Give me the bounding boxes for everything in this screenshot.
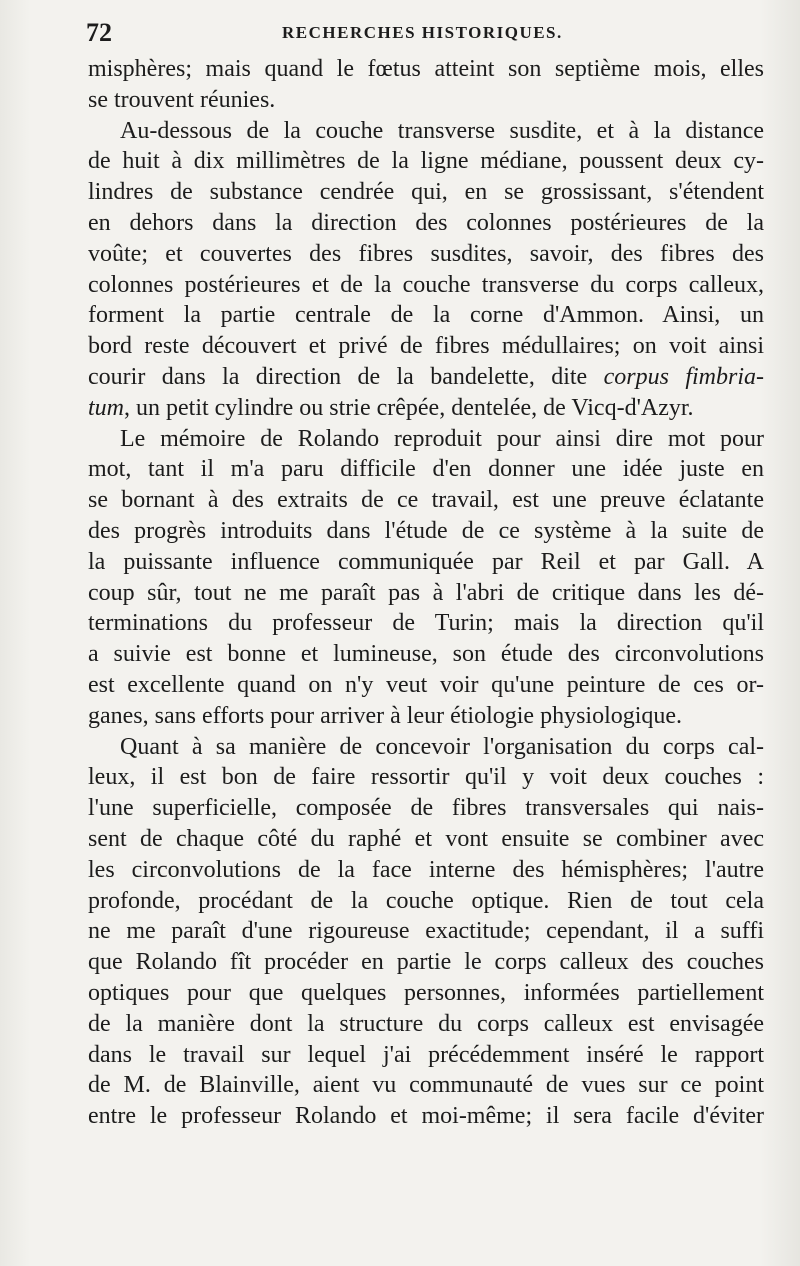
- line-text: colonnes postérieures et de la couche transverse du corps calleux,: [88, 271, 764, 298]
- text-line: [88, 1070, 764, 1101]
- line-text: dans le travail sur lequel j'ai précédemment inséré le rapport: [88, 1041, 764, 1068]
- text-line: [88, 732, 764, 763]
- line-text: des progrès introduits dans l'étude de ce système à la suite de: [88, 517, 764, 544]
- page-number: 72: [86, 18, 112, 47]
- line-text: les circonvolutions de la face interne des hémisphères; l'autre: [88, 856, 764, 883]
- text-line: [88, 947, 764, 978]
- line-text: de huit à dix millimètres de la ligne médiane, poussent deux cy-: [88, 148, 764, 175]
- line-text: l'une superficielle, composée de fibres transversales qui nais-: [88, 795, 764, 822]
- text-line: [88, 1101, 764, 1132]
- line-text: la puissante influence communiquée par Reil et par Gall. A: [88, 548, 764, 575]
- line-text: de M. de Blainville, aient vu communauté de vues sur ce point: [88, 1072, 764, 1099]
- line-text: leux, il est bon de faire ressortir qu'il y voit deux couches :: [88, 764, 764, 791]
- text-line: [88, 54, 764, 85]
- text-line: [88, 855, 764, 886]
- line-text: sent de chaque côté du raphé et vont ensuite se combiner avec: [88, 825, 764, 852]
- line-text: misphères; mais quand le fœtus atteint son septième mois, elles: [88, 56, 764, 82]
- line-text: optiques pour que quelques personnes, informées partiellement: [88, 979, 764, 1006]
- line-text: courir dans la direction de la bandelette, dite: [88, 363, 604, 390]
- line-text: se bornant à des extraits de ce travail, est une preuve éclatante: [88, 487, 764, 514]
- italic-term: tum: [88, 394, 124, 421]
- text-line: [88, 762, 764, 793]
- text-line: [88, 516, 764, 547]
- text-line: [88, 85, 764, 116]
- text-line: [88, 424, 764, 455]
- line-text: coup sûr, tout ne me paraît pas à l'abri de critique dans les dé-: [88, 579, 764, 606]
- line-text: profonde, procédant de la couche optique. Rien de tout cela: [88, 887, 764, 914]
- text-line: [88, 639, 764, 670]
- text-line: [88, 916, 764, 947]
- text-line: [88, 547, 764, 578]
- text-line: [88, 1040, 764, 1071]
- text-line: [88, 116, 764, 147]
- text-line: [88, 208, 764, 239]
- line-text: terminations du professeur de Turin; mais la direction qu'il: [88, 610, 764, 637]
- text-line: [88, 362, 764, 393]
- line-text: Au-dessous de la couche transverse susdite, et à la distance: [120, 117, 764, 144]
- line-text: Quant à sa manière de concevoir l'organisation du corps cal-: [120, 733, 764, 760]
- line-text: en dehors dans la direction des colonnes postérieures de la: [88, 209, 764, 236]
- italic-term: corpus fimbria-: [603, 363, 764, 390]
- line-text: lindres de substance cendrée qui, en se grossissant, s'étendent: [88, 179, 764, 206]
- line-text: est excellente quand on n'y veut voir qu'une peinture de ces or-: [88, 671, 764, 698]
- line-text: voûte; et couvertes des fibres susdites, savoir, des fibres des: [88, 240, 764, 267]
- line-text: mot, tant il m'a paru difficile d'en donner une idée juste en: [88, 456, 764, 483]
- text-line: [88, 177, 764, 208]
- line-text: a suivie est bonne et lumineuse, son étude des circonvolutions: [88, 641, 764, 668]
- text-line: [88, 608, 764, 639]
- line-text: ne me paraît d'une rigoureuse exactitude; cependant, il a suffi: [88, 918, 764, 945]
- line-text: bord reste découvert et privé de fibres médullaires; on voit ainsi: [88, 333, 764, 360]
- text-line: [88, 978, 764, 1009]
- text-line: [88, 578, 764, 609]
- text-line: [88, 886, 764, 917]
- text-line: [88, 300, 764, 331]
- text-line: [88, 1009, 764, 1040]
- line-text: forment la partie centrale de la corne d'Ammon. Ainsi, un: [88, 302, 764, 329]
- text-line: [88, 239, 764, 270]
- text-line: [88, 146, 764, 177]
- line-text: se trouvent réunies.: [88, 86, 276, 113]
- line-text: entre le professeur Rolando et moi-même; il sera facile d'éviter: [88, 1103, 764, 1130]
- text-line: [88, 670, 764, 701]
- text-line: [88, 701, 764, 732]
- running-head: [86, 14, 770, 54]
- line-text: , un petit cylindre ou strie crêpée, dentelée, de Vicq-d'Azyr.: [124, 394, 694, 421]
- text-line: [88, 331, 764, 362]
- running-title: RECHERCHES HISTORIQUES.: [282, 23, 563, 42]
- text-line: [88, 454, 764, 485]
- text-line: [88, 793, 764, 824]
- text-line: [88, 393, 764, 424]
- line-text: ganes, sans efforts pour arriver à leur étiologie physiologique.: [88, 702, 683, 729]
- text-line: [88, 824, 764, 855]
- line-text: que Rolando fît procéder en partie le corps calleux des couches: [88, 949, 764, 976]
- text-line: [88, 485, 764, 516]
- text-line: [88, 270, 764, 301]
- line-text: Le mémoire de Rolando reproduit pour ainsi dire mot pour: [120, 425, 764, 452]
- body-text: [88, 54, 764, 1132]
- line-text: de la manière dont la structure du corps calleux est envisagée: [88, 1010, 764, 1037]
